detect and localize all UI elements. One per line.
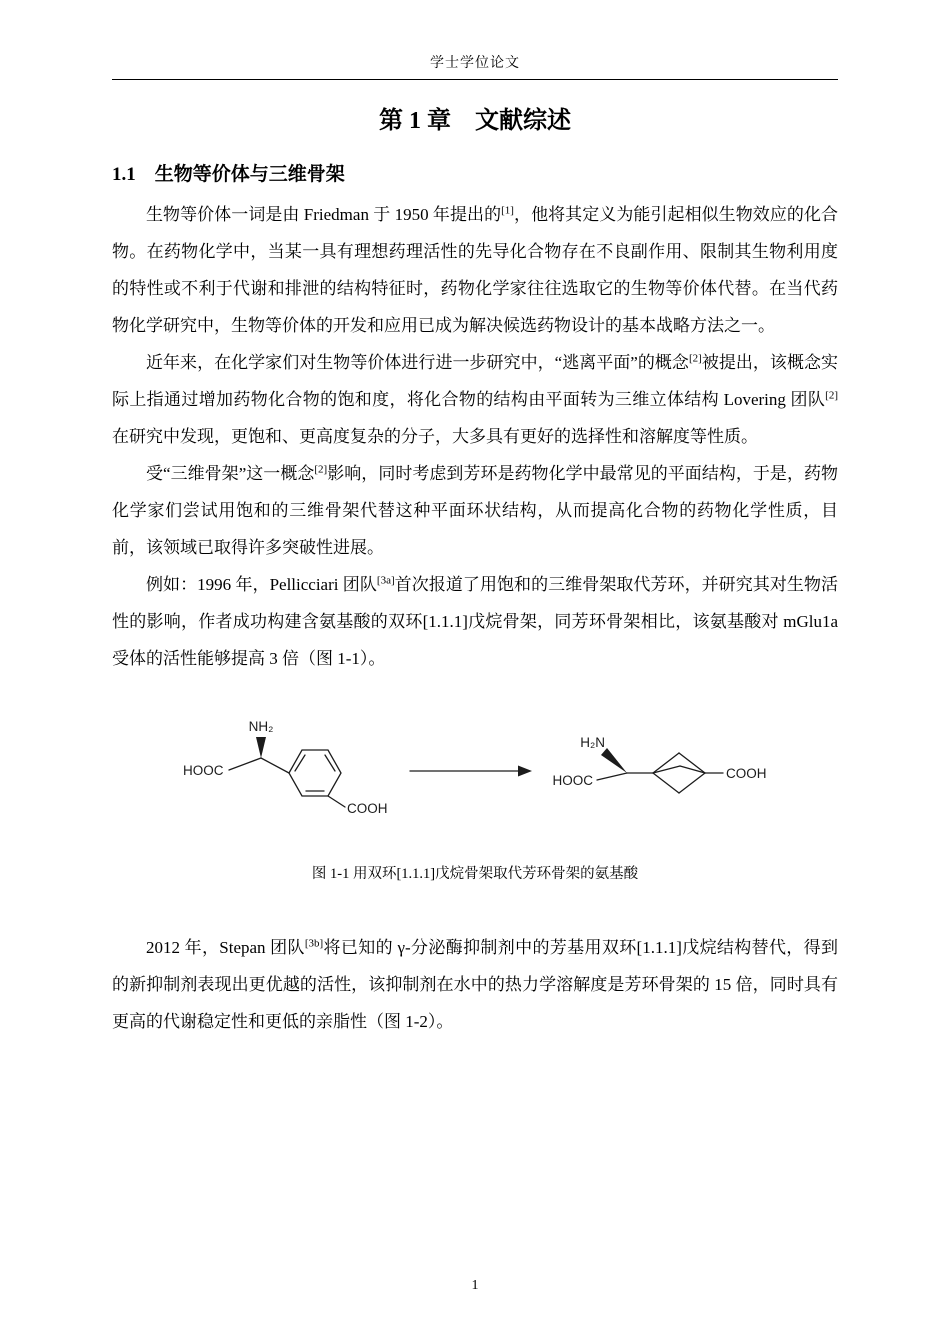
text-run: ，他将其定义为能引起相似生物效应的化合物。在药物化学中，当某一具有理想药理活性的先导化合物存在不良副作用、限制其生物利用度的特性或不利于代谢和排泄的结构特征时，药物化学家往往选取它的生物等价体代替。在当代药物化学研究中，生物等价体的开发和应用已成为解决候选药物设计的基本战略方法之一。 [112,205,839,335]
paragraph [112,566,838,677]
left-aryl-amino-acid-structure [183,719,388,816]
paragraph [112,929,838,1040]
benzene-ring [289,750,341,796]
figure-1-1 [112,701,838,883]
left-cooh-label: COOH [347,801,388,816]
paragraph [112,344,838,455]
body-paragraphs-after-figure [112,929,838,1040]
running-header-title: 学士学位论文 [430,56,520,71]
stereo-wedge-left [256,737,266,758]
paragraph [112,196,838,344]
reference-marker: [2] [825,389,838,402]
left-hooc-label: HOOC [183,763,224,778]
text-run: 被提出，该概念实际上指通过增加药物化合物的饱和度，将化合物的结构由平面转为三维立体结构 Lovering 团队 [112,353,839,409]
text-run: 生物等价体一词是由 Friedman 于 1950 年提出的 [146,205,502,224]
section-heading: 1.1 生物等价体与三维骨架 [112,164,345,185]
reference-marker: [2] [314,463,328,476]
reference-marker: [2] [688,352,702,365]
reference-marker: [3a] [376,574,395,587]
page-footer [0,1278,950,1294]
paragraph [112,455,838,566]
right-bicyclopentane-amino-acid-structure [553,735,767,793]
reference-marker: [1] [501,204,514,217]
right-h2n-label: H₂N [580,735,605,750]
chemical-structures-figure [175,701,775,831]
text-run: 影响，同时考虑到芳环是药物化学中最常见的平面结构，于是，药物化学家们尝试用饱和的三维骨架代替这种平面环状结构，从而提高化合物的药物化学性质，目前，该领域已取得许多突破性进展。 [112,464,839,557]
text-run: 受“三维骨架”这一概念 [146,464,315,483]
header-rule [112,79,838,80]
running-header [112,0,838,80]
stereo-wedge-right [601,748,627,773]
text-run: 例如：1996 年，Pellicciari 团队 [146,575,377,594]
reference-marker: [3b] [304,937,324,950]
page-number: 1 [471,1278,479,1293]
figure-caption: 图 1-1 用双环[1.1.1]戊烷骨架取代芳环骨架的氨基酸 [311,866,639,882]
text-run: 首次报道了用饱和的三维骨架取代芳环，并研究其对生物活性的影响，作者成功构建含氨基酸的双环[1.1.1]戊烷骨架，同芳环骨架相比，该氨基酸对 mGlu1a 受体的活性能够提高 3 倍（图 1-1）。 [112,575,839,668]
body-paragraphs-before-figure [112,196,838,677]
left-nh2-label: NH₂ [248,719,274,734]
text-run: 将已知的 γ-分泌酶抑制剂中的芳基用双环[1.1.1]戊烷结构替代，得到的新抑制剂表现出更优越的活性，该抑制剂在水中的热力学溶解度是芳环骨架的 15 倍，同时具有更高的代谢稳定性和更低的亲脂性（图 1-2）。 [112,938,838,1031]
reaction-arrow [410,766,532,777]
text-run: 在研究中发现，更饱和、更高度复杂的分子，大多具有更好的选择性和溶解度等性质。 [112,427,758,446]
chapter-title: 第 1 章 文献综述 [379,108,571,134]
right-cooh-label: COOH [726,766,767,781]
text-run: 近年来，在化学家们对生物等价体进行进一步研究中，“逃离平面”的概念 [146,353,689,372]
text-run: 2012 年，Stepan 团队 [146,938,305,957]
right-hooc-label: HOOC [552,773,593,788]
